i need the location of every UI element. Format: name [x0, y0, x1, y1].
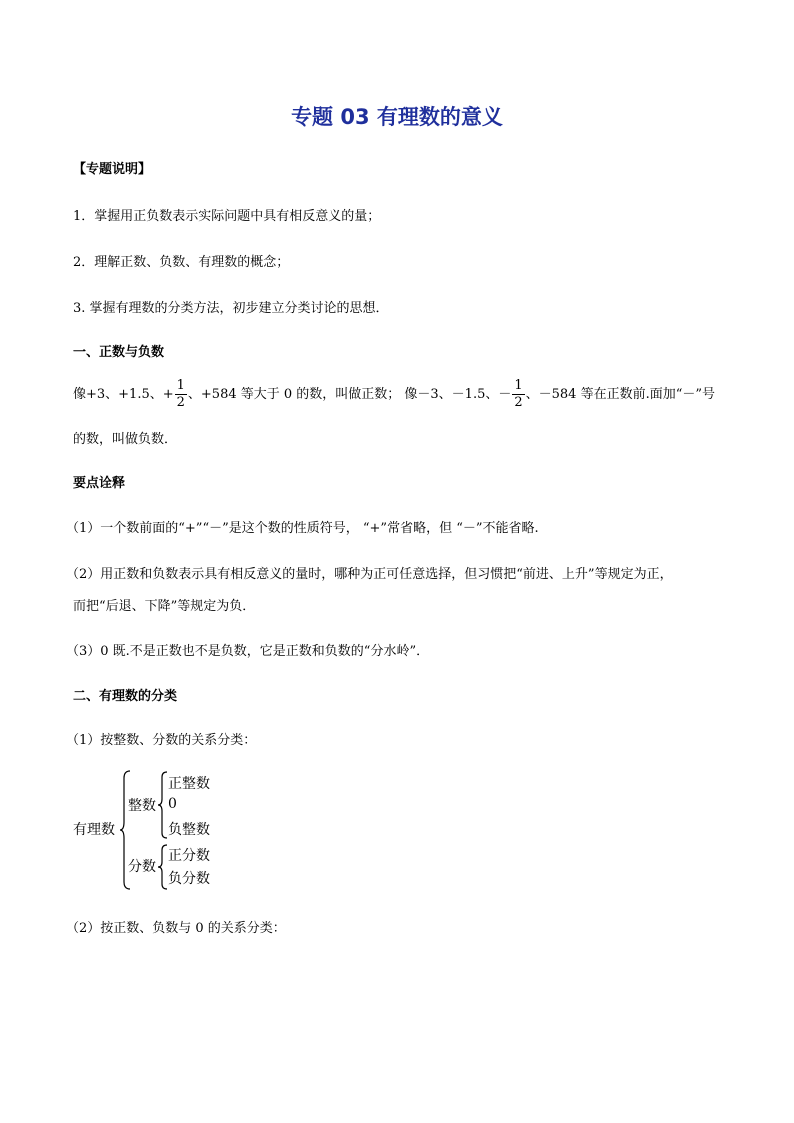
- fraction-one-half: $\frac{1}{2}$: [176, 378, 185, 410]
- definition-text-a: 像+3、+1.5、+: [73, 387, 174, 402]
- objective-3: 3. 掌握有理数的分类方法，初步建立分类讨论的思想．: [73, 301, 389, 316]
- key-point-2a: （2）用正数和负数表示具有相反意义的量时，哪种为正可任意选择，但习惯把“前进、上升”等规定为正，: [66, 567, 673, 582]
- section-note: 【专题说明】: [73, 162, 152, 177]
- fraction-one-half-negative: $\frac{1}{2}$: [514, 378, 523, 410]
- tree-fraction: 分数: [128, 859, 156, 875]
- key-point-3: （3）0 既.不是正数也不是负数，它是正数和负数的“分水岭”．: [66, 644, 430, 659]
- key-points-heading: 要点诠释: [73, 476, 126, 491]
- definition-text-b: 、+584 等大于 0 的数，叫做正数； 像－3、－1.5、－: [187, 387, 512, 402]
- key-point-2b: 而把“后退、下降”等规定为负．: [73, 599, 256, 614]
- positive-negative-definition: [73, 378, 715, 411]
- tree-positive-integer: 正整数: [168, 776, 210, 792]
- integer-brace: [158, 771, 168, 839]
- objective-2: 2．理解正数、负数、有理数的概念；: [73, 255, 290, 270]
- tree-negative-integer: 负整数: [168, 822, 210, 838]
- classification-by-integer-fraction: （1）按整数、分数的关系分类：: [66, 733, 257, 748]
- tree-positive-fraction: 正分数: [168, 848, 210, 864]
- key-point-1: （1）一个数前面的“+”“－”是这个数的性质符号， “+”常省略，但 “－”不能省略.: [66, 521, 539, 536]
- classification-by-sign: （2）按正数、负数与 0 的关系分类：: [66, 921, 286, 936]
- tree-zero: 0: [168, 796, 177, 812]
- section1-heading: 一、正数与负数: [73, 345, 165, 360]
- tree-integer: 整数: [128, 798, 156, 814]
- definition-text-line2: 的数，叫做负数．: [73, 432, 178, 447]
- section2-heading: 二、有理数的分类: [73, 689, 178, 704]
- tree-root: 有理数: [73, 822, 115, 838]
- fraction-brace: [158, 844, 168, 890]
- page-title: 专题 03 有理数的意义: [291, 105, 503, 129]
- definition-text-c: 、－584 等在正数前.面加“－”号: [525, 387, 716, 402]
- tree-negative-fraction: 负分数: [168, 871, 210, 887]
- objective-1: 1．掌握用正负数表示实际问题中具有相反意义的量；: [73, 209, 381, 224]
